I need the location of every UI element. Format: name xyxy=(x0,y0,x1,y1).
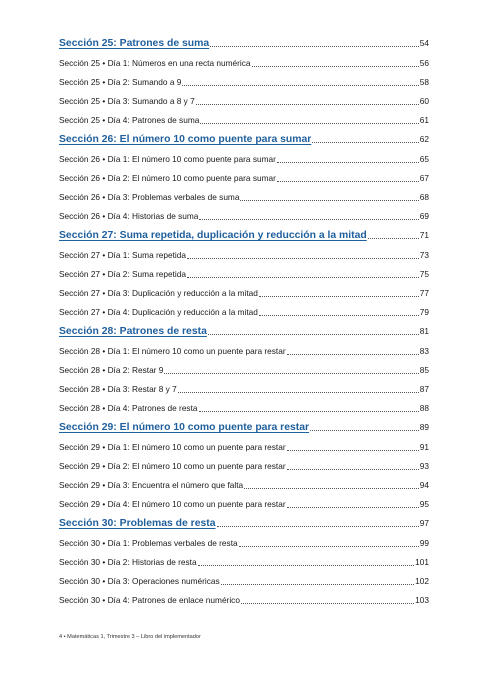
toc-day-entry[interactable] xyxy=(59,165,429,184)
toc-entry-page-number: 89 xyxy=(419,422,429,432)
toc-entry-page-number: 56 xyxy=(419,58,429,68)
toc-entry-page-number: 60 xyxy=(419,96,429,106)
dot-leader xyxy=(164,373,418,374)
toc-entry-page-number: 67 xyxy=(419,173,429,183)
toc-entry-title: Sección 25: Patrones de suma xyxy=(59,38,210,49)
toc-entry-page-number: 75 xyxy=(419,269,429,279)
toc-entry-title: Sección 29: El número 10 como puente para restar xyxy=(59,422,310,433)
toc-entry-title: Sección 30: Problemas de resta xyxy=(59,518,216,529)
toc-entry-title: Sección 25 • Día 4: Patrones de suma xyxy=(59,115,200,125)
dot-leader xyxy=(310,430,419,431)
toc-day-entry[interactable] xyxy=(59,376,429,395)
toc-entry-title: Sección 25 • Día 2: Sumando a 9 xyxy=(59,77,182,87)
toc-entry-title: Sección 26 • Día 2: El número 10 como puente para sumar xyxy=(59,173,276,183)
toc-day-entry[interactable] xyxy=(59,88,429,107)
toc-entry-title: Sección 30 • Día 2: Historias de resta xyxy=(59,557,197,567)
toc-section-entry[interactable] xyxy=(59,30,429,50)
toc-entry-title: Sección 29 • Día 3: Encuentra el número que falta xyxy=(59,480,244,490)
toc-entry-page-number: 81 xyxy=(419,326,429,336)
toc-entry-page-number: 79 xyxy=(419,307,429,317)
toc-entry-page-number: 101 xyxy=(415,557,429,567)
page-footer: 4 • Matemáticas 1, Trimestre 3 – Libro del implementador xyxy=(59,634,201,640)
toc-day-entry[interactable] xyxy=(59,69,429,88)
toc-day-entry[interactable] xyxy=(59,261,429,280)
toc-entry-page-number: 87 xyxy=(419,384,429,394)
dot-leader xyxy=(187,277,419,278)
dot-leader xyxy=(277,181,419,182)
dot-leader xyxy=(244,488,419,489)
toc-entry-page-number: 54 xyxy=(419,38,429,48)
toc-day-entry[interactable] xyxy=(59,549,429,568)
toc-entry-title: Sección 28: Patrones de resta xyxy=(59,326,207,337)
toc-entry-title: Sección 27 • Día 3: Duplicación y reducción a la mitad xyxy=(59,288,258,298)
toc-entry-page-number: 102 xyxy=(415,576,429,586)
toc-entry-title: Sección 27 • Día 1: Suma repetida xyxy=(59,250,186,260)
toc-entry-title: Sección 26 • Día 4: Historias de suma xyxy=(59,211,199,221)
toc-day-entry[interactable] xyxy=(59,338,429,357)
toc-day-entry[interactable] xyxy=(59,242,429,261)
toc-entry-title: Sección 27: Suma repetida, duplicación y reducción a la mitad xyxy=(59,230,367,241)
toc-entry-title: Sección 28 • Día 4: Patrones de resta xyxy=(59,403,198,413)
toc-day-entry[interactable] xyxy=(59,146,429,165)
dot-leader xyxy=(198,565,415,566)
toc-entry-page-number: 85 xyxy=(419,365,429,375)
dot-leader xyxy=(217,526,419,527)
toc-entry-title: Sección 25 • Día 3: Sumando a 8 y 7 xyxy=(59,96,195,106)
dot-leader xyxy=(368,238,419,239)
toc-day-entry[interactable] xyxy=(59,530,429,549)
toc-entry-title: Sección 28 • Día 1: El número 10 como un puente para restar xyxy=(59,346,286,356)
toc-section-entry[interactable] xyxy=(59,222,429,242)
toc-day-entry[interactable] xyxy=(59,453,429,472)
dot-leader xyxy=(199,219,418,220)
toc-entry-page-number: 93 xyxy=(419,461,429,471)
toc-day-entry[interactable] xyxy=(59,357,429,376)
toc-entry-title: Sección 29 • Día 4: El número 10 como un puente para restar xyxy=(59,499,286,509)
dot-leader xyxy=(241,603,414,604)
toc-day-entry[interactable] xyxy=(59,203,429,222)
toc-entry-title: Sección 30 • Día 3: Operaciones numéricas xyxy=(59,576,220,586)
toc-entry-page-number: 94 xyxy=(419,480,429,490)
toc-day-entry[interactable] xyxy=(59,472,429,491)
toc-entry-page-number: 95 xyxy=(419,499,429,509)
dot-leader xyxy=(277,162,419,163)
dot-leader xyxy=(187,258,419,259)
dot-leader xyxy=(182,85,418,86)
dot-leader xyxy=(259,315,419,316)
toc-day-entry[interactable] xyxy=(59,568,429,587)
toc-entry-title: Sección 27 • Día 2: Suma repetida xyxy=(59,269,186,279)
toc-day-entry[interactable] xyxy=(59,50,429,69)
toc-day-entry[interactable] xyxy=(59,280,429,299)
dot-leader xyxy=(259,296,419,297)
toc-day-entry[interactable] xyxy=(59,184,429,203)
toc-entry-title: Sección 30 • Día 1: Problemas verbales de resta xyxy=(59,538,238,548)
dot-leader xyxy=(199,411,419,412)
toc-entry-page-number: 68 xyxy=(419,192,429,202)
toc-day-entry[interactable] xyxy=(59,491,429,510)
toc-entry-page-number: 62 xyxy=(419,134,429,144)
toc-entry-page-number: 97 xyxy=(419,518,429,528)
dot-leader xyxy=(239,546,419,547)
dot-leader xyxy=(287,469,419,470)
toc-day-entry[interactable] xyxy=(59,395,429,414)
toc-entry-page-number: 61 xyxy=(419,115,429,125)
toc-entry-page-number: 73 xyxy=(419,250,429,260)
dot-leader xyxy=(252,66,419,67)
toc-entry-page-number: 65 xyxy=(419,154,429,164)
dot-leader xyxy=(287,354,419,355)
dot-leader xyxy=(200,123,418,124)
toc-day-entry[interactable] xyxy=(59,587,429,606)
toc-day-entry[interactable] xyxy=(59,299,429,318)
toc-section-entry[interactable] xyxy=(59,510,429,530)
toc-entry-page-number: 71 xyxy=(419,230,429,240)
toc-section-entry[interactable] xyxy=(59,414,429,434)
toc-entry-page-number: 58 xyxy=(419,77,429,87)
toc-entry-title: Sección 26: El número 10 como puente para sumar xyxy=(59,134,312,145)
toc-entry-page-number: 88 xyxy=(419,403,429,413)
dot-leader xyxy=(312,142,418,143)
toc-entry-title: Sección 27 • Día 4: Duplicación y reducción a la mitad xyxy=(59,307,258,317)
toc-entry-title: Sección 29 • Día 1: El número 10 como un puente para restar xyxy=(59,442,286,452)
dot-leader xyxy=(240,200,418,201)
table-of-contents xyxy=(59,30,429,606)
dot-leader xyxy=(210,46,419,47)
toc-entry-title: Sección 25 • Día 1: Números en una recta numérica xyxy=(59,58,251,68)
dot-leader xyxy=(208,334,419,335)
dot-leader xyxy=(221,584,415,585)
toc-entry-page-number: 103 xyxy=(415,595,429,605)
dot-leader xyxy=(196,104,419,105)
toc-entry-page-number: 99 xyxy=(419,538,429,548)
dot-leader xyxy=(287,450,419,451)
toc-day-entry[interactable] xyxy=(59,434,429,453)
toc-entry-title: Sección 28 • Día 2: Restar 9 xyxy=(59,365,164,375)
toc-entry-title: Sección 26 • Día 3: Problemas verbales de suma xyxy=(59,192,240,202)
toc-section-entry[interactable] xyxy=(59,126,429,146)
toc-entry-page-number: 83 xyxy=(419,346,429,356)
toc-entry-title: Sección 29 • Día 2: El número 10 como un puente para restar xyxy=(59,461,286,471)
toc-day-entry[interactable] xyxy=(59,107,429,126)
toc-section-entry[interactable] xyxy=(59,318,429,338)
toc-entry-page-number: 77 xyxy=(419,288,429,298)
toc-entry-page-number: 69 xyxy=(419,211,429,221)
toc-entry-title: Sección 30 • Día 4: Patrones de enlace numérico xyxy=(59,595,240,605)
dot-leader xyxy=(287,507,419,508)
dot-leader xyxy=(178,392,419,393)
toc-entry-title: Sección 26 • Día 1: El número 10 como puente para sumar xyxy=(59,154,276,164)
toc-entry-page-number: 91 xyxy=(419,442,429,452)
toc-entry-title: Sección 28 • Día 3: Restar 8 y 7 xyxy=(59,384,177,394)
